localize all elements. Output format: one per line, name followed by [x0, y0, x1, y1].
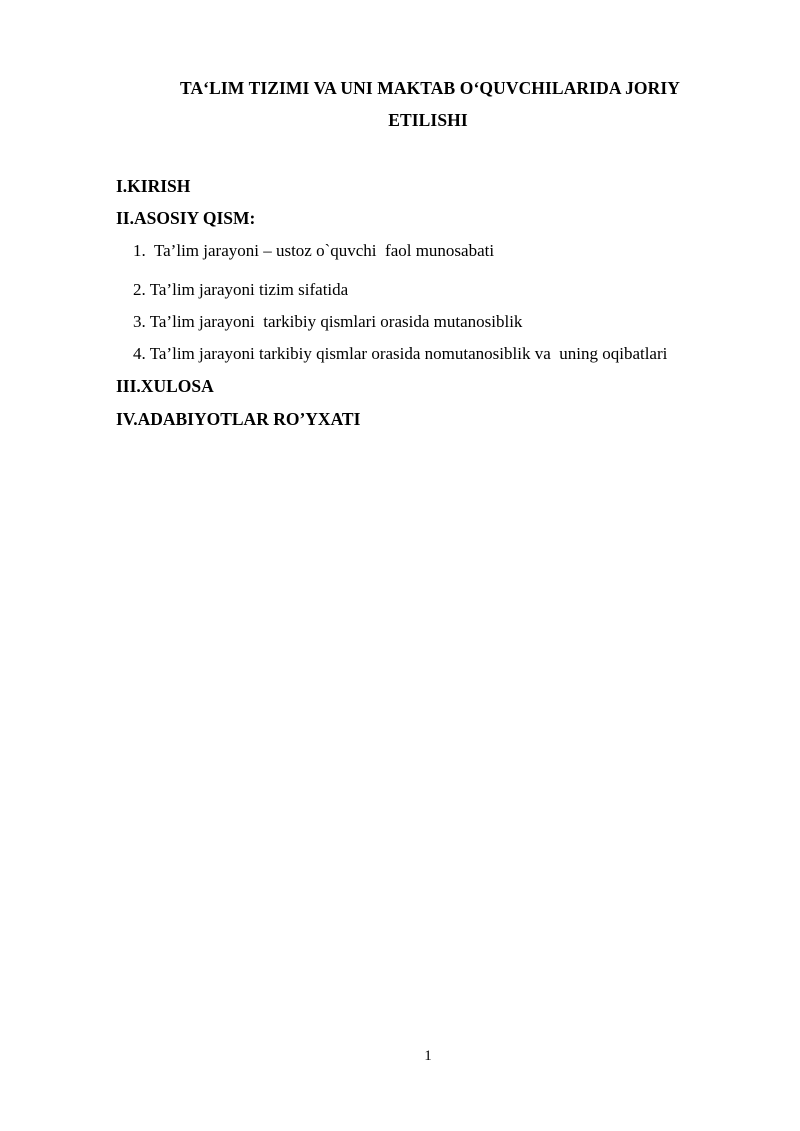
toc-item-1: 1. Ta’lim jarayoni – ustoz o`quvchi faol munosabati: [133, 241, 495, 260]
section-heading-main: II.ASOSIY QISM:: [116, 208, 256, 228]
section-heading-conclusion: III.XULOSA: [116, 376, 214, 396]
document-title-line-1: TA‘LIM TIZIMI VA UNI MAKTAB O‘QUVCHILARIDA JORIY: [179, 78, 681, 98]
page-number: 1: [424, 1048, 432, 1064]
section-heading-intro: I.KIRISH: [116, 176, 191, 196]
section-heading-references: IV.ADABIYOTLAR RO’YXATI: [116, 409, 361, 429]
toc-item-4: 4. Ta’lim jarayoni tarkibiy qismlar orasida nomutanosiblik va uning oqibatlari: [133, 344, 668, 363]
toc-item-2: 2. Ta’lim jarayoni tizim sifatida: [133, 280, 349, 299]
document-title-line-2: ETILISHI: [388, 110, 468, 130]
toc-item-3: 3. Ta’lim jarayoni tarkibiy qismlari orasida mutanosiblik: [133, 312, 523, 331]
